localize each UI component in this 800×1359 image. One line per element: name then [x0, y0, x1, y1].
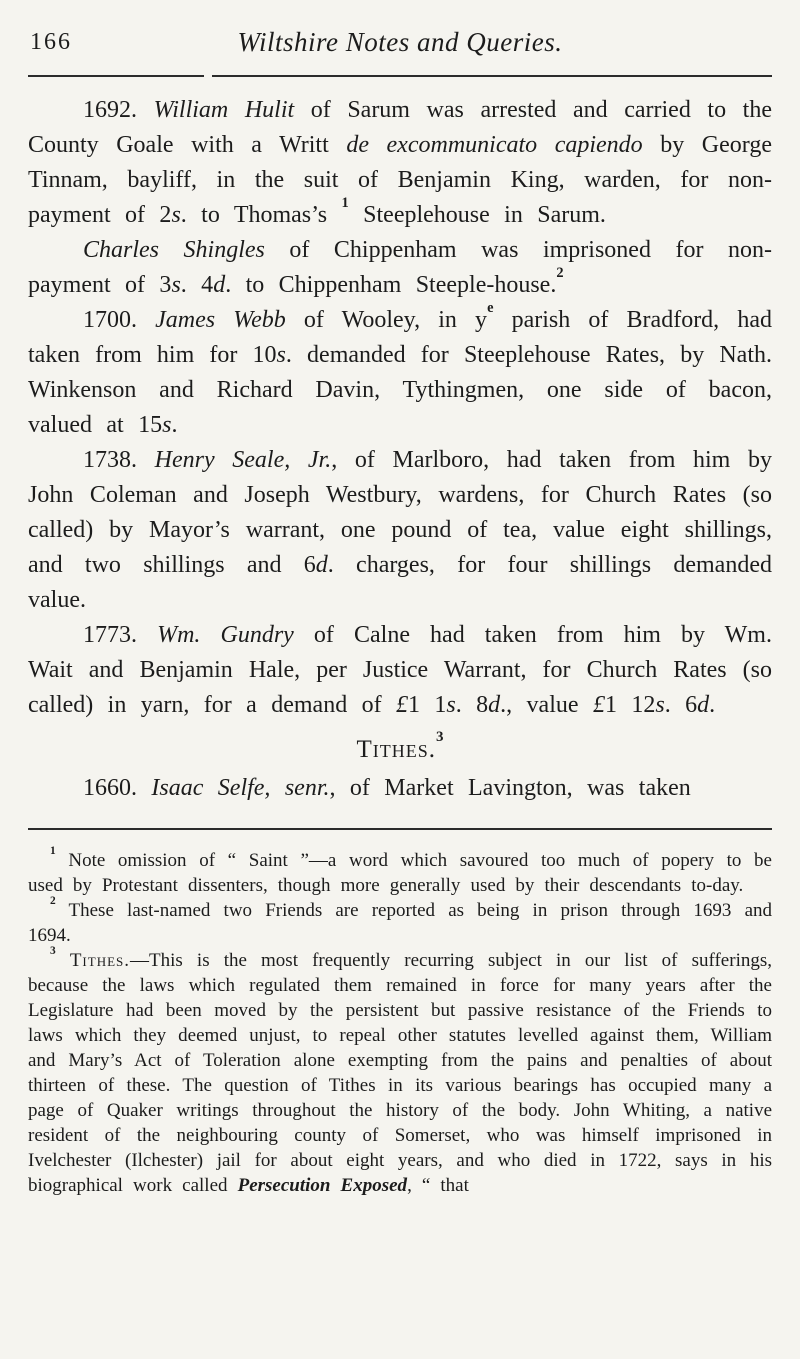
- running-title: Wiltshire Notes and Queries.: [237, 27, 563, 57]
- paragraph-1692-william-hulit: 1692. William Hulit of Sarum was arrested and carried to the County Goale with a Writt de excommunicato capiendo by George Tinnam, bayliff, in the suit of Benjamin King, warden, for non-payment of 2s. to Thomas’s $^1$ Steeplehouse in Sarum.: [28, 97, 772, 228]
- footnote-2: $^2$ These last-named two Friends are reported as being in prison through 1693 and 1694.: [28, 894, 772, 946]
- page-number: 166: [30, 29, 72, 55]
- paragraph-1773-wm-gundry: 1773. Wm. Gundry of Calne had taken from him by Wm. Wait and Benjamin Hale, per Justice Warrant, for Church Rates (so called) in yarn, for a demand of £1 1s. 8d., value £1 12s. 6d.: [28, 622, 772, 718]
- footnote-1: $^1$ Note omission of “ Saint ”—a word which savoured too much of popery to be used by Protestant dissenters, though more generally used by their descendants to-day.: [28, 844, 772, 896]
- footnote-3: $^3$ Tithes.—This is the most frequently recurring subject in our list of sufferings, because the laws which regulated them remained in force for many years after the Legislature had been moved by the persistent but passive resistance of the Friends to laws which they deemed unjust, to repeal other statutes levelled against them, William and Mary’s Act of Toleration alone exempting from the pains and penalties of about thirteen of these. The question of Tithes in its various bearings has occupied many a page of Quaker writings throughout the history of the body. John Whiting, a native resident of the neighbouring county of Somerset, who was himself imprisoned in Ivelchester (Ilchester) jail for about eight years, and who died in 1722, says in his biographical work called Persecution Exposed, “ that: [28, 944, 772, 1196]
- page-header: [28, 22, 772, 64]
- section-heading-tithes: Tithes.$^3$: [356, 728, 444, 763]
- body-text: [28, 93, 772, 806]
- paragraph-1738-henry-seale: 1738. Henry Seale, Jr., of Marlboro, had taken from him by John Coleman and Joseph Westbury, wardens, for Church Rates (so called) by Mayor’s warrant, one pound of tea, value eight shillings, and two shillings and 6d. charges, for four shillings demanded value.: [28, 447, 772, 613]
- paragraph-1700-james-webb: 1700. James Webb of Wooley, in $y^e$ parish of Bradford, had taken from him for 10s. demanded for Steeplehouse Rates, by Nath. Winkenson and Richard Davin, Tythingmen, one side of bacon, valued at 15s.: [28, 299, 772, 438]
- header-rule: [28, 75, 772, 77]
- footnotes-section: [28, 844, 772, 1198]
- paragraph-charles-shingles: Charles Shingles of Chippenham was imprisoned for non-payment of 3s. 4d. to Chippenham Steeple-house.$^2$: [28, 237, 772, 298]
- footnote-rule: [28, 828, 772, 830]
- paragraph-1660-isaac-selfe: 1660. Isaac Selfe, senr., of Market Lavington, was taken: [83, 775, 691, 801]
